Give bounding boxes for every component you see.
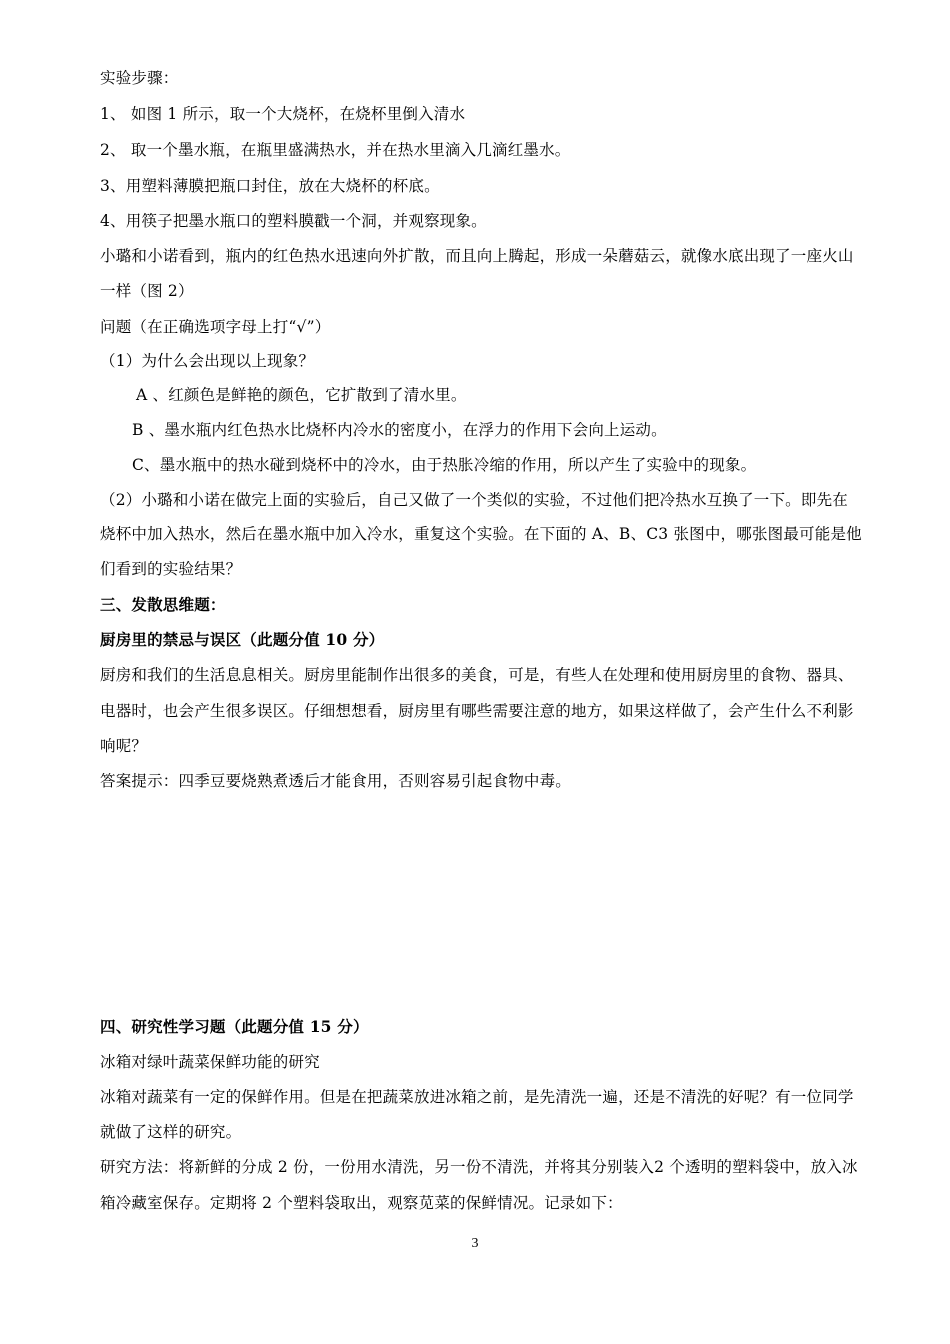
- step-4: 4、用筷子把墨水瓶口的塑料膜戳一个洞，并观察现象。: [100, 212, 487, 230]
- question-2-line-1: （2）小璐和小诺在做完上面的实验后，自己又做了一个类似的实验，不过他们把冷热水互换了一下。即先在: [100, 491, 848, 509]
- section-3-title: 厨房里的禁忌与误区（此题分值 10 分）: [100, 630, 385, 649]
- q1-option-a: A 、红颜色是鲜艳的颜色，它扩散到了清水里。: [136, 386, 467, 404]
- question-1: （1）为什么会出现以上现象？: [100, 352, 315, 370]
- steps-heading: 实验步骤：: [100, 69, 179, 87]
- q1-option-c: C、墨水瓶中的热水碰到烧杯中的冷水，由于热胀冷缩的作用，所以产生了实验中的现象。: [132, 456, 757, 474]
- section-3-hint: 答案提示：四季豆要烧熟煮透后才能食用，否则容易引起食物中毒。: [100, 772, 572, 790]
- step-1: 1、 如图 1 所示，取一个大烧杯，在烧杯里倒入清水: [100, 105, 466, 123]
- section-4-title: 冰箱对绿叶蔬菜保鲜功能的研究: [100, 1053, 320, 1071]
- section-4-method-line-1: 研究方法：将新鲜的分成 2 份，一份用水清洗，另一份不清洗，并将其分别装入2 个透明的塑料袋中，放入冰: [100, 1158, 858, 1176]
- observation-line-2: 一样（图 2）: [100, 282, 194, 300]
- section-3-body-line-3: 响呢？: [100, 737, 148, 755]
- section-4-method-line-2: 箱冷藏室保存。定期将 2 个塑料袋取出，观察苋菜的保鲜情况。记录如下：: [100, 1194, 623, 1212]
- question-heading: 问题（在正确选项字母上打“√”）: [100, 318, 331, 336]
- section-4-heading: 四、研究性学习题（此题分值 15 分）: [100, 1017, 369, 1036]
- step-3: 3、用塑料薄膜把瓶口封住，放在大烧杯的杯底。: [100, 177, 440, 195]
- section-3-body-line-2: 电器时，也会产生很多误区。仔细想想看，厨房里有哪些需要注意的地方，如果这样做了，会产生什么不利影: [100, 702, 854, 720]
- page-number: 3: [471, 1236, 479, 1251]
- section-4-intro-line-1: 冰箱对蔬菜有一定的保鲜作用。但是在把蔬菜放进冰箱之前，是先清洗一遍，还是不清洗的好呢？有一位同学: [100, 1088, 854, 1106]
- q1-option-b: B 、墨水瓶内红色热水比烧杯内冷水的密度小，在浮力的作用下会向上运动。: [132, 421, 667, 439]
- section-3-body-line-1: 厨房和我们的生活息息相关。厨房里能制作出很多的美食，可是，有些人在处理和使用厨房里的食物、器具、: [100, 666, 854, 684]
- question-2-line-2: 烧杯中加入热水，然后在墨水瓶中加入冷水，重复这个实验。在下面的 A、B、C3 张图中，哪张图最可能是他: [100, 525, 862, 543]
- observation-line-1: 小璐和小诺看到，瓶内的红色热水迅速向外扩散，而且向上腾起，形成一朵蘑菇云，就像水底出现了一座火山: [100, 247, 854, 265]
- question-2-line-3: 们看到的实验结果？: [100, 560, 242, 578]
- step-2: 2、 取一个墨水瓶，在瓶里盛满热水，并在热水里滴入几滴红墨水。: [100, 141, 571, 159]
- section-3-heading: 三、发散思维题：: [100, 595, 226, 614]
- section-4-intro-line-2: 就做了这样的研究。: [100, 1123, 242, 1141]
